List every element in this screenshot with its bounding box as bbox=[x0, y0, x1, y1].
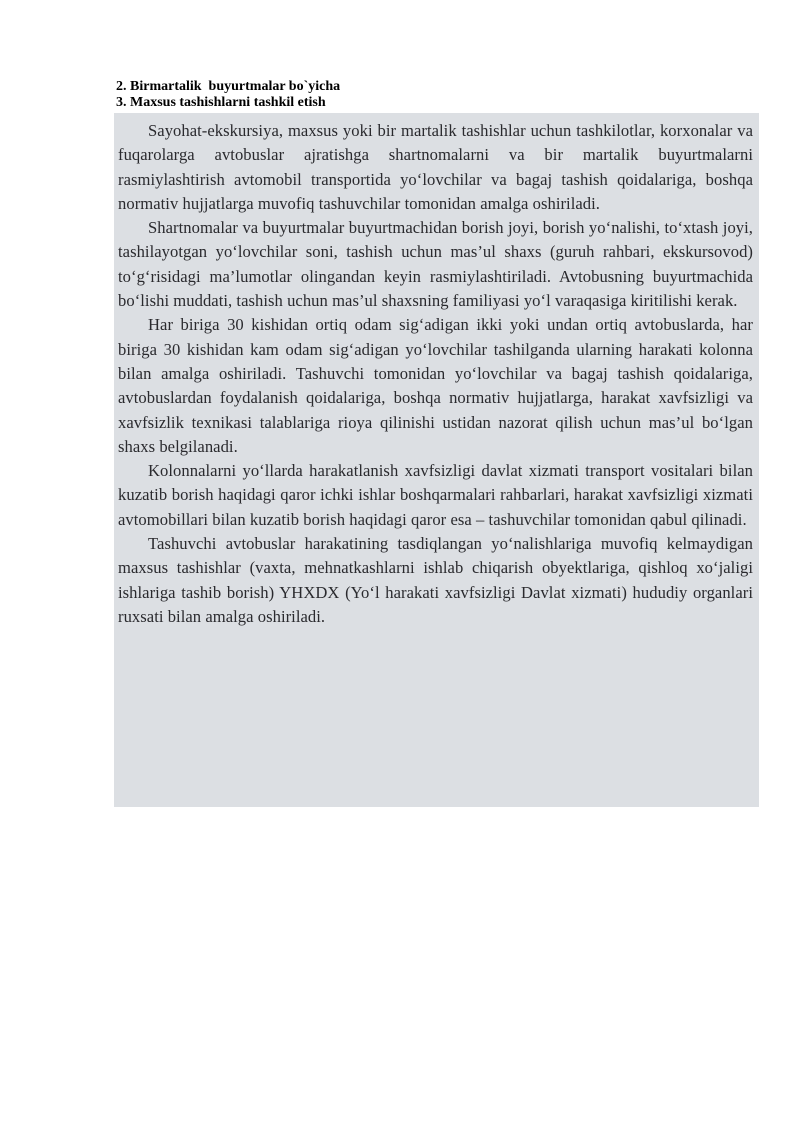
scanned-text-block bbox=[114, 113, 759, 807]
heading-one-time-orders: 2. Birmartalik buyurtmalar bo`yicha bbox=[116, 79, 341, 94]
paragraph-column-movement: Har biriga 30 kishidan ortiq odam sig‘adigan ikki yoki undan ortiq avtobuslarda, har biriga 30 kishidan kam odam sig‘adigan yo‘lovchilar tashilganda ularning harakati kolonna bilan amalga oshiriladi. Tashuvchi tomonidan yo‘lovchilar va bagaj tashish qoidalariga, avtobuslardan foydalanish qoidalariga, boshqa normativ hujjatlarga, harakat xavfsizligi va xavfsizlik texnikasi talablariga rioya qilinishi ustidan nazorat qilish uchun mas’ul bo‘lgan shaxs belgilanadi. bbox=[118, 315, 753, 456]
heading-special-transport: 3. Maxsus tashishlarni tashkil etish bbox=[116, 95, 326, 110]
paragraph-escort-decision: Kolonnalarni yo‘llarda harakatlanish xavfsizligi davlat xizmati transport vositalari bilan kuzatib borish haqidagi qaror ichki ishlar boshqarmalari rahbarlari, harakat xavfsizligi xizmati avtomobillari bilan kuzatib borish haqidagi qaror esa – tashuvchilar tomonidan qabul qilinadi. bbox=[118, 461, 753, 529]
paragraph-contracts-orders: Sayohat-ekskursiya, maxsus yoki bir martalik tashishlar uchun tashkilotlar, korxonalar va fuqarolarga avtobuslar ajratishga shartnomalarni va bir martalik buyurtmalarni rasmiylashtirish avtomobil transportida yo‘lovchilar va bagaj tashish qoidalariga, boshqa normativ hujjatlarga muvofiq tashuvchilar tomonidan amalga oshiriladi. bbox=[118, 121, 753, 213]
paragraph-contract-formalization: Shartnomalar va buyurtmalar buyurtmachidan borish joyi, borish yo‘nalishi, to‘xtash joyi, tashilayotgan yo‘lovchilar soni, tashish uchun mas’ul shaxs (guruh rahbari, ekskursovod) to‘g‘risidagi ma’lumotlar olingandan keyin rasmiylashtiriladi. Avtobusning buyurtmachida bo‘lishi muddati, tashish uchun mas’ul shaxsning familiyasi yo‘l varaqasiga kiritilishi kerak. bbox=[118, 218, 753, 311]
paragraph-special-routes: Tashuvchi avtobuslar harakatining tasdiqlangan yo‘nalishlariga muvofiq kelmaydigan maxsus tashishlar (vaxta, mehnatkashlarni ishlab chiqarish obyektlariga, qishloq xo‘jaligi ishlariga tashib borish) YHXDX (Yo‘l harakati xavfsizligi Davlat xizmati) hududiy organlari ruxsati bilan amalga oshiriladi. bbox=[118, 534, 753, 626]
section-headings bbox=[116, 79, 756, 111]
